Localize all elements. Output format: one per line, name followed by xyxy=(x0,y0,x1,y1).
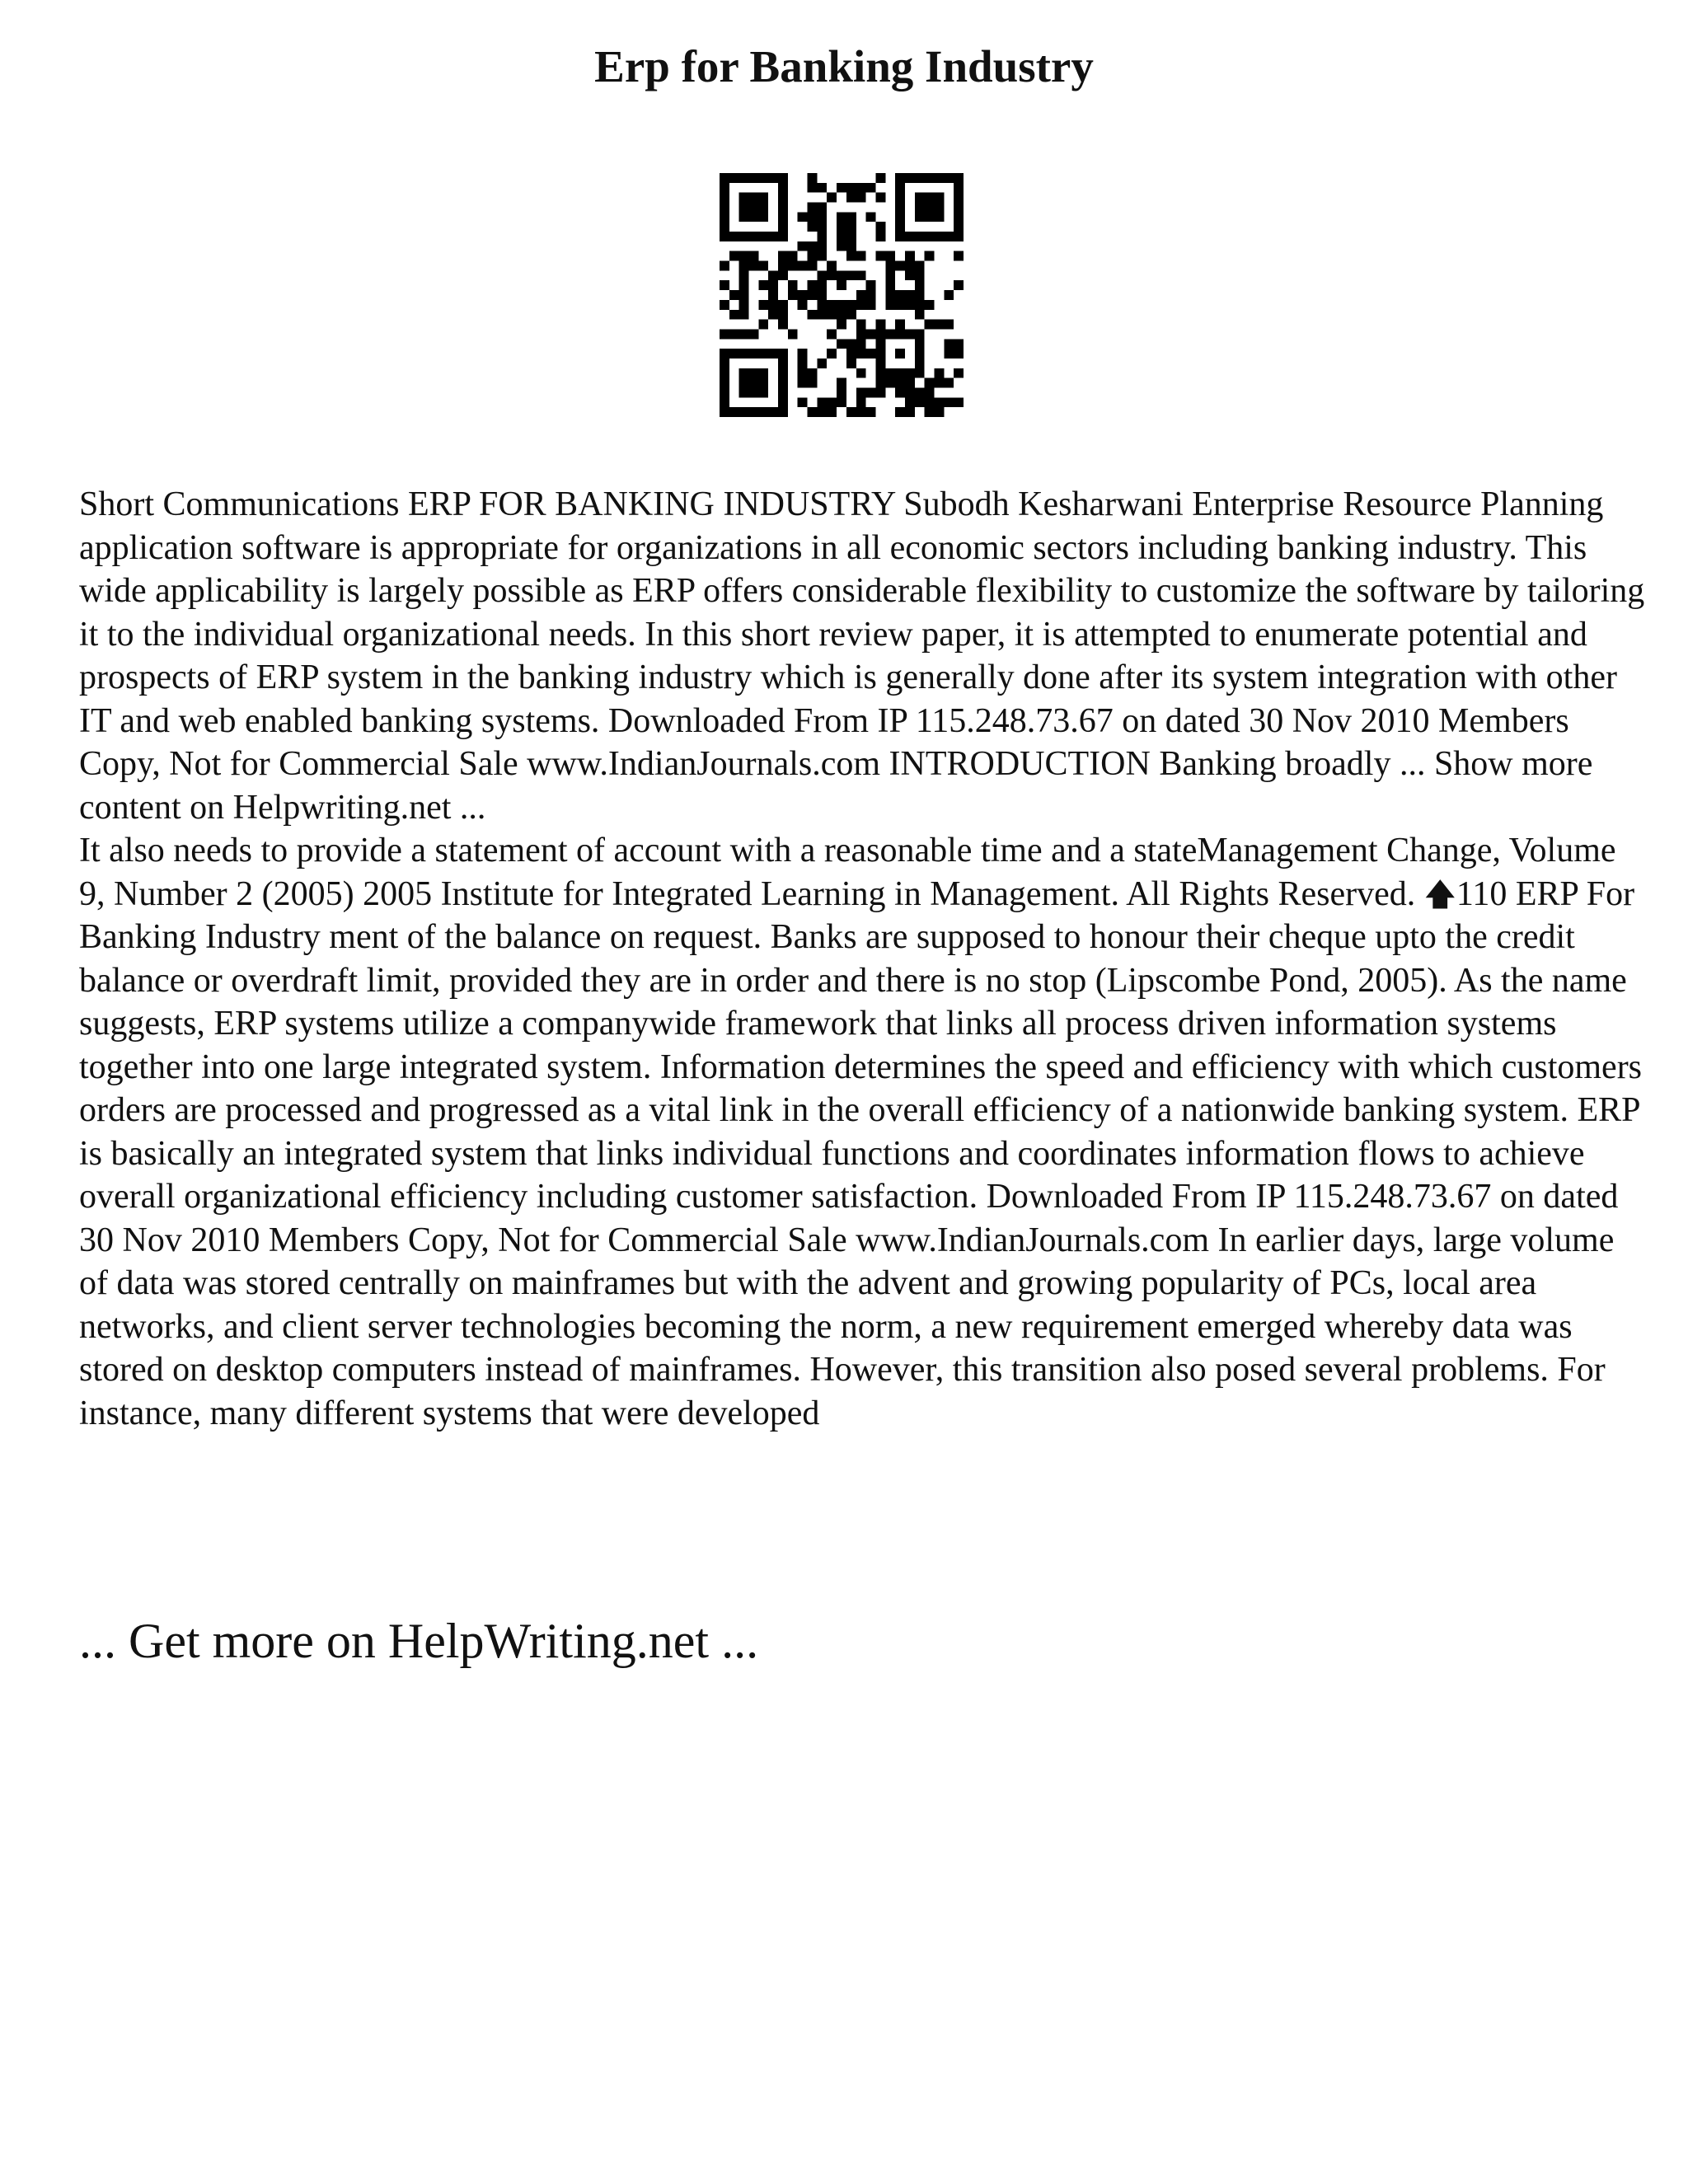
paragraph-main-rest: 110 ERP For Banking Industry ment of the balance on request. Banks are supposed to honour their cheque upto the credit balance or overdraft limit, provided they are in order and there is no stop (Lipscombe Pond, 2005). As the name suggests, ERP systems utilize a companywide framework that links all process driven information systems together into one large integrated system. Information determines the speed and efficiency with which customers orders are processed and progressed as a vital link in the overall efficiency of a nationwide banking system. ERP is basically an integrated system that links individual functions and coordinates information flows to achieve overall organizational efficiency including customer satisfaction. Downloaded From IP 115.248.73.67 on dated 30 Nov 2010 Members Copy, Not for Commercial Sale www.IndianJournals.com In earlier days, large volume of data was stored centrally on mainframes but with the advent and growing popularity of PCs, local area networks, and client server technologies becoming the norm, a new requirement emerged whereby data was stored on desktop computers instead of mainframes. However, this transition also posed several problems. For instance, many different systems that were developed xyxy=(79,874,1643,1432)
document-body xyxy=(79,483,1645,1435)
arrow-up-icon: 🡅 xyxy=(1423,875,1456,912)
paragraph-main xyxy=(79,829,1645,1435)
paragraph-main-lead: It also needs to provide a statement of account with a reasonable time and a stateManagement Change, Volume 9, Number 2 (2005) 2005 Institute for Integrated Learning in Management. All Rights Reserved. xyxy=(79,832,1616,913)
qr-code-icon xyxy=(720,173,964,417)
get-more-link[interactable]: ... Get more on HelpWriting.net ... xyxy=(79,1614,759,1668)
paragraph-intro: Short Communications ERP FOR BANKING INDUSTRY Subodh Kesharwani Enterprise Resource Planning application software is appropriate for organizations in all economic sectors including banking industry. This wide applicability is largely possible as ERP offers considerable flexibility to customize the software by tailoring it to the individual organizational needs. In this short review paper, it is attempted to enumerate potential and prospects of ERP system in the banking industry which is generally done after its system integration with other IT and web enabled banking systems. Downloaded From IP 115.248.73.67 on dated 30 Nov 2010 Members Copy, Not for Commercial Sale www.IndianJournals.com INTRODUCTION Banking broadly ... Show more content on Helpwriting.net ... xyxy=(79,485,1645,827)
page-title: Erp for Banking Industry xyxy=(594,41,1094,91)
